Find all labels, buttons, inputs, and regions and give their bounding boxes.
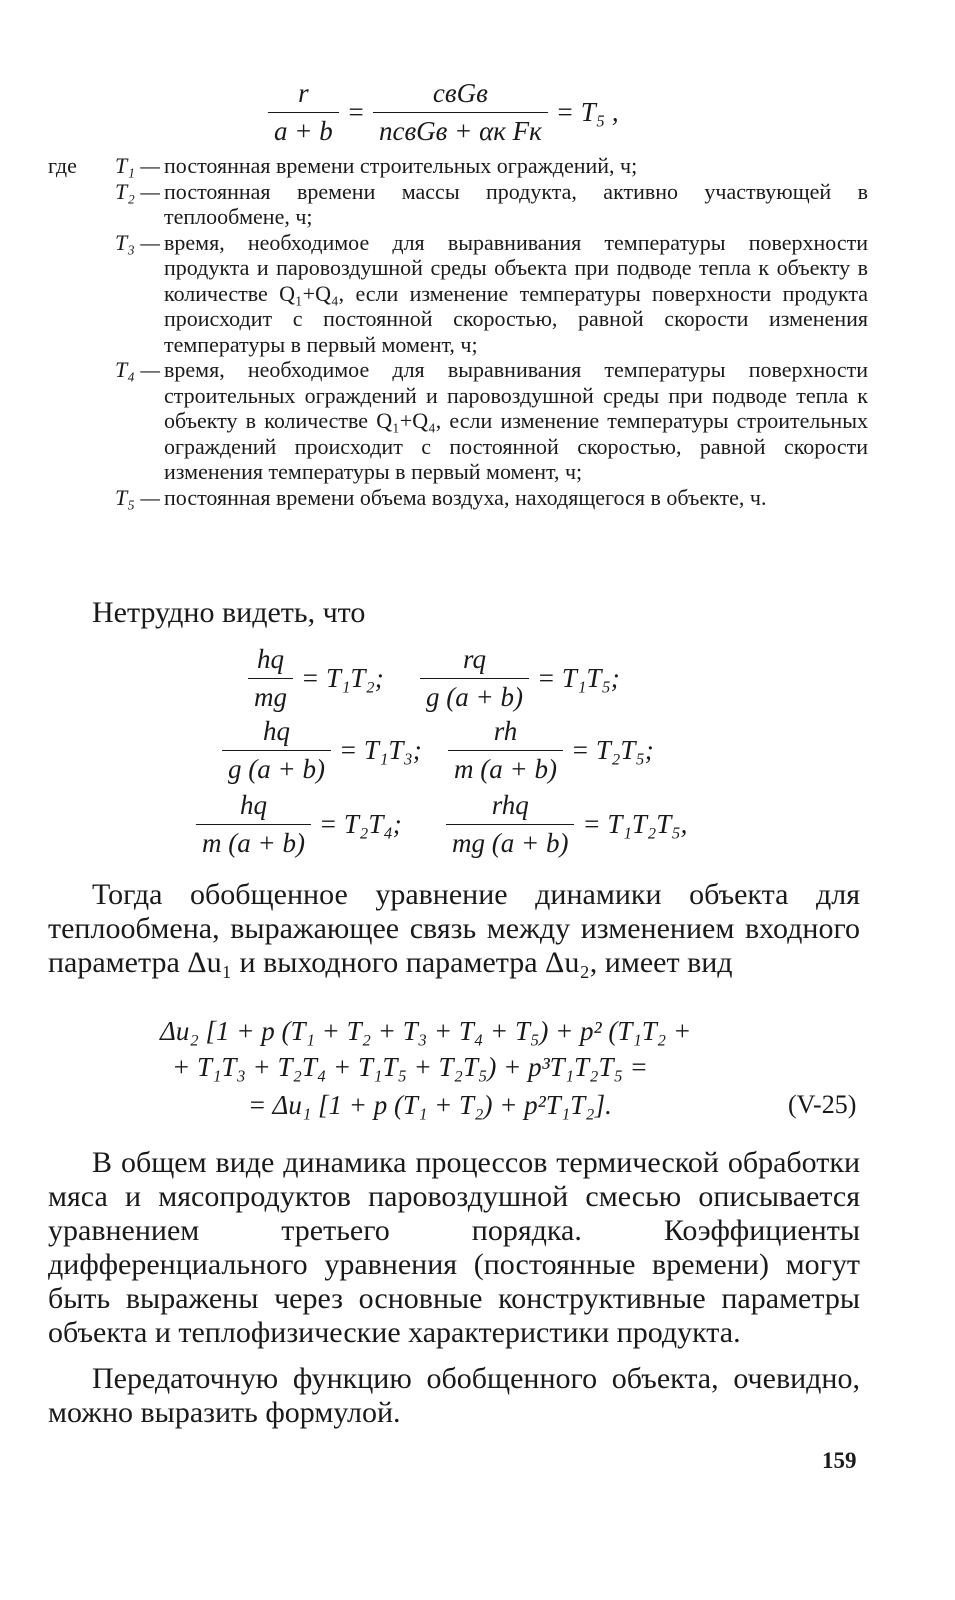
relation-rhs: = T₁T₂T₅, (582, 809, 688, 839)
equals-sign: = (346, 97, 365, 127)
paragraph-general: В общем виде динамика процессов термической обработки мяса и мясопродуктов паровоздушной смесью описывается уравнением третьего порядка. Коэффициенты дифференциального уравнения (постоянные времени) могут быть выражены через основные конструктивные параметры объекта и теплофизические характеристики продукта. (48, 1146, 860, 1349)
relation-5 (196, 790, 410, 859)
fraction-denominator: ncвGв + αк Fк (373, 112, 548, 147)
definitions-list (48, 153, 868, 510)
equation-t5 (268, 78, 627, 147)
definition-item (48, 153, 868, 179)
definition-text: постоянная времени массы продукта, активно участвующей в теплообмене, ч; (164, 178, 868, 229)
fraction-denominator: a + b (268, 112, 339, 147)
paragraph-then: Тогда обобщенное уравнение динамики объекта для теплообмена, выражающее связь между изменением входного параметра Δu₁ и выходного параметра Δu₂, имеет вид (48, 878, 860, 979)
fraction-numerator: hq (262, 716, 290, 746)
fraction-numerator: rhq (491, 790, 529, 820)
equation-line-3: = Δu₁ [1 + p (T₁ + T₂) + p²T₁T₂]. (248, 1090, 612, 1120)
equation-line-2: + T₁T₃ + T₂T₄ + T₁T₅ + T₂T₅) + p³T₁T₂T₅ = (172, 1052, 648, 1082)
page-number: 159 (822, 1448, 857, 1473)
fraction-denominator: mg (a + b) (446, 824, 574, 859)
fraction-denominator: g (a + b) (420, 678, 529, 713)
fraction-r-over-ab (268, 78, 339, 147)
relation-rhs: = T₂T₅; (570, 735, 654, 765)
definition-symbol: T₅ — (115, 484, 160, 510)
relation-rhs: = T₁T₃; (338, 735, 422, 765)
fraction-denominator: g (a + b) (222, 750, 331, 785)
definition-symbol: T₂ — (115, 178, 160, 204)
fraction-denominator: m (a + b) (196, 824, 311, 859)
definition-symbol: T₄ — (115, 357, 160, 382)
relation-4 (448, 716, 662, 785)
fraction-denominator: m (a + b) (448, 750, 563, 785)
definition-text: постоянная времени объема воздуха, находящегося в объекте, ч. (164, 484, 767, 510)
fraction-numerator: cвGв (432, 78, 488, 108)
fraction-cg (373, 78, 548, 147)
definition-symbol: T₃ — (115, 229, 160, 255)
fraction-numerator: rq (462, 644, 486, 674)
relation-6 (446, 790, 695, 859)
relation-3 (222, 716, 430, 785)
fraction-numerator: rh (493, 716, 518, 746)
relation-rhs: = T₁T₅; (536, 663, 620, 693)
fraction-numerator: hq (257, 644, 284, 674)
definition-text: время, необходимое для выравнивания температуры поверхности строительных ограждений и паровоздушной среды при подводе тепла к объекту в количестве Q₁+Q₄, если изменение температуры строительных ограждений происходит с постоянной скоростью, равной скорости изменения температуры в первый момент, ч; (164, 357, 868, 484)
relation-rhs: = T₁T₂; (301, 663, 384, 693)
fraction-numerator: r (298, 78, 309, 108)
equation-number: (V-25) (788, 1090, 857, 1119)
definition-item (48, 179, 868, 230)
where-word: где (48, 153, 77, 178)
definition-text: постоянная времени строительных ограждений, ч; (164, 153, 638, 178)
relation-1 (248, 644, 392, 713)
definition-symbol: T₁ — (115, 153, 160, 178)
relation-2 (420, 644, 628, 713)
definition-item (48, 357, 868, 485)
relation-rhs: = T₂T₄; (318, 809, 402, 839)
definition-text: время, необходимое для выравнивания температуры поверхности продукта и паровоздушной среды объекта при подводе тепла к объекту в количестве Q₁+Q₄, если изменение температуры поверхности продукта происходит с постоянной скоростью, равной скорости изменения температуры в первый момент, ч; (164, 229, 868, 357)
easy-to-see-line: Нетрудно видеть, что (92, 596, 366, 629)
definition-item (48, 230, 868, 358)
paragraph-transfer: Передаточную функцию обобщенного объекта, очевидно, можно выразить формулой. (48, 1362, 860, 1429)
fraction-denominator: mg (248, 678, 293, 713)
equation-line-1: Δu₂ [1 + p (T₁ + T₂ + T₃ + T₄ + T₅) + p² (T₁T₂ + (160, 1016, 692, 1046)
fraction-numerator: hq (239, 790, 267, 820)
equation-rhs: = T₅ , (555, 97, 619, 127)
definition-item (48, 485, 868, 511)
